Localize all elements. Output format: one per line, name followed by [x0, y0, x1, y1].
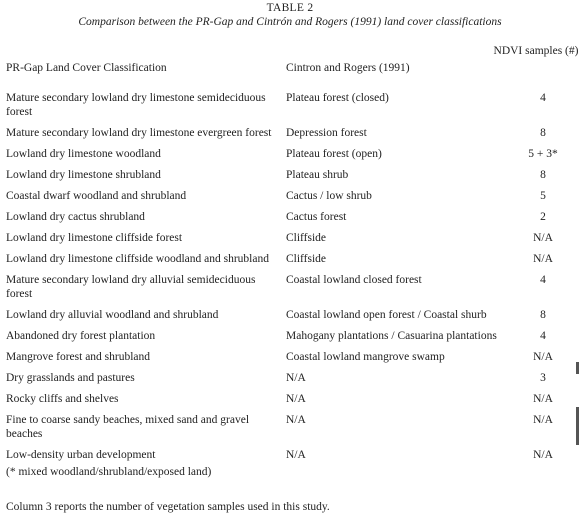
- pr-gap-class-cell: Fine to coarse sandy beaches, mixed sand and gravel beaches: [6, 414, 250, 440]
- pr-gap-class-cell: Low-density urban development: [6, 449, 156, 461]
- ndvi-samples-cell: N/A: [533, 414, 553, 426]
- cintron-rogers-class-cell: N/A: [286, 372, 306, 384]
- table-subtitle: Comparison between the PR-Gap and Cintrón and Rogers (1991) land cover classifications: [78, 16, 502, 28]
- pr-gap-class-cell: Mature secondary lowland dry limestone evergreen forest: [6, 127, 272, 139]
- pr-gap-class-cell: Lowland dry limestone woodland: [6, 148, 161, 160]
- scrollbar-fragment: [576, 362, 579, 374]
- column-header-pr-gap: PR-Gap Land Cover Classification: [6, 62, 167, 74]
- pr-gap-class-cell: Mangrove forest and shrubland: [6, 351, 151, 363]
- ndvi-samples-cell: 2: [540, 211, 546, 223]
- ndvi-samples-cell: 8: [540, 169, 546, 181]
- pr-gap-class-cell: Dry grasslands and pastures: [6, 372, 135, 384]
- cintron-rogers-class-cell: Cliffside: [286, 232, 327, 244]
- cintron-rogers-class-cell: Cactus forest: [286, 211, 347, 223]
- ndvi-samples-cell: 4: [540, 92, 546, 104]
- cintron-rogers-class-cell: Depression forest: [286, 127, 367, 139]
- cintron-rogers-class-cell: Plateau forest (open): [286, 148, 382, 160]
- scrollbar-fragment: [576, 407, 579, 445]
- pr-gap-class-cell: Mature secondary lowland dry alluvial semideciduous forest: [6, 274, 256, 300]
- ndvi-samples-cell: 5 + 3*: [528, 148, 558, 160]
- ndvi-samples-cell: 5: [540, 190, 546, 202]
- cintron-rogers-class-cell: N/A: [286, 414, 306, 426]
- ndvi-samples-cell: N/A: [533, 351, 553, 363]
- ndvi-samples-cell: N/A: [533, 253, 553, 265]
- cintron-rogers-class-cell: Coastal lowland closed forest: [286, 274, 422, 286]
- ndvi-samples-cell: N/A: [533, 393, 553, 405]
- ndvi-samples-cell: 3: [540, 372, 546, 384]
- table-footnote: (* mixed woodland/shrubland/exposed land): [6, 466, 212, 478]
- pr-gap-class-cell: Mature secondary lowland dry limestone semideciduous forest: [6, 92, 266, 118]
- ndvi-samples-cell: 8: [540, 309, 546, 321]
- ndvi-samples-cell: N/A: [533, 449, 553, 461]
- cintron-rogers-class-cell: Plateau shrub: [286, 169, 349, 181]
- cintron-rogers-class-cell: Plateau forest (closed): [286, 92, 389, 104]
- column-header-cintron-rogers: Cintron and Rogers (1991): [286, 62, 410, 74]
- pr-gap-class-cell: Coastal dwarf woodland and shrubland: [6, 190, 187, 202]
- cintron-rogers-class-cell: Cliffside: [286, 253, 327, 265]
- cintron-rogers-class-cell: Cactus / low shrub: [286, 190, 372, 202]
- ndvi-samples-cell: 8: [540, 127, 546, 139]
- table-note: Column 3 reports the number of vegetation samples used in this study.: [6, 501, 330, 513]
- cintron-rogers-class-cell: Coastal lowland mangrove swamp: [286, 351, 445, 363]
- table-title: TABLE 2: [266, 2, 314, 14]
- cintron-rogers-class-cell: N/A: [286, 449, 306, 461]
- pr-gap-class-cell: Lowland dry limestone cliffside forest: [6, 232, 183, 244]
- pr-gap-class-cell: Lowland dry alluvial woodland and shrubland: [6, 309, 219, 321]
- ndvi-samples-cell: 4: [540, 330, 546, 342]
- cintron-rogers-class-cell: Coastal lowland open forest / Coastal shurb: [286, 309, 487, 321]
- pr-gap-class-cell: Lowland dry cactus shrubland: [6, 211, 145, 223]
- pr-gap-class-cell: Rocky cliffs and shelves: [6, 393, 119, 405]
- pr-gap-class-cell: Lowland dry limestone cliffside woodland and shrubland: [6, 253, 269, 265]
- column-header-ndvi-samples: NDVI samples (#): [493, 45, 579, 57]
- cintron-rogers-class-cell: N/A: [286, 393, 306, 405]
- pr-gap-class-cell: Lowland dry limestone shrubland: [6, 169, 161, 181]
- pr-gap-class-cell: Abandoned dry forest plantation: [6, 330, 156, 342]
- ndvi-samples-cell: N/A: [533, 232, 553, 244]
- ndvi-samples-cell: 4: [540, 274, 546, 286]
- cintron-rogers-class-cell: Mahogany plantations / Casuarina plantations: [286, 330, 497, 342]
